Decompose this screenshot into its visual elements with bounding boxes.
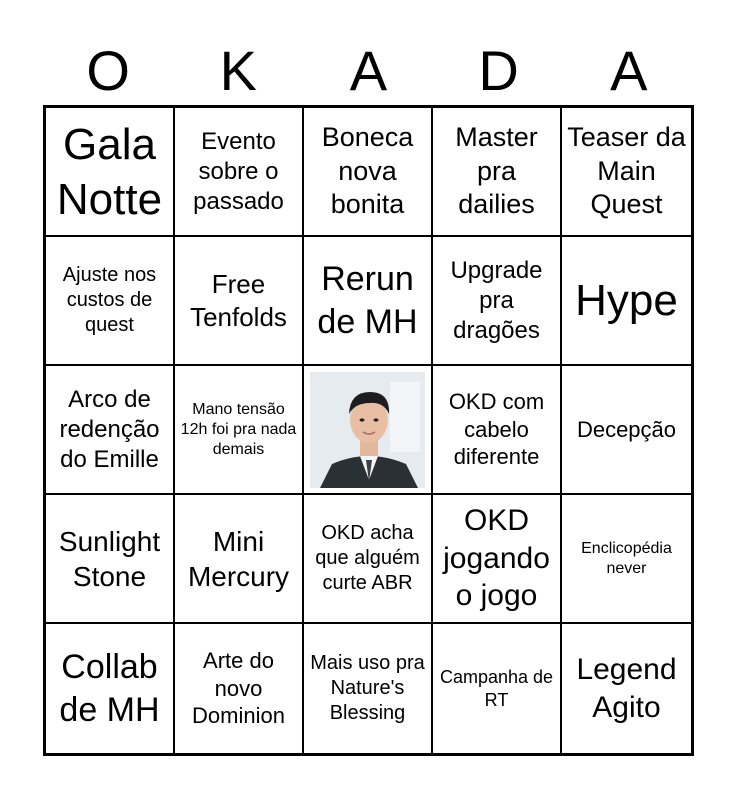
bingo-cell[interactable] (46, 495, 175, 624)
bingo-cell[interactable] (175, 108, 304, 237)
bingo-cell[interactable] (562, 108, 691, 237)
bingo-header (43, 38, 694, 104)
bingo-cell[interactable] (175, 237, 304, 366)
header-letter: A (610, 39, 648, 102)
cell-label: Hype (575, 276, 678, 325)
cell-label: Teaser da Main Quest (567, 121, 686, 220)
bingo-cell[interactable] (46, 108, 175, 237)
bingo-cell[interactable] (46, 624, 175, 753)
bingo-cell[interactable] (304, 495, 433, 624)
bingo-cell[interactable] (433, 624, 562, 753)
bingo-cell[interactable] (433, 495, 562, 624)
cell-label: Evento sobre o passado (193, 127, 284, 215)
bingo-cell[interactable] (304, 108, 433, 237)
cell-label: OKD jogando o jogo (443, 504, 550, 613)
cell-label: Mais uso pra Nature's Blessing (310, 652, 425, 724)
cell-label: Ajuste nos custos de quest (62, 264, 157, 336)
bingo-cell[interactable] (175, 624, 304, 753)
cell-label: Mano tensão 12h foi pra nada demais (180, 400, 297, 458)
bingo-cell[interactable] (46, 237, 175, 366)
cell-label: Upgrade pra dragões (450, 256, 543, 344)
cell-label: OKD com cabelo diferente (448, 389, 545, 470)
cell-label: Gala Notte (56, 119, 163, 224)
cell-label: Free Tenfolds (190, 269, 287, 332)
cell-label: Mini Mercury (187, 525, 290, 592)
center-photo (310, 372, 425, 488)
bingo-cell[interactable] (304, 237, 433, 366)
cell-label: Rerun de MH (317, 260, 418, 341)
cell-label: Decepção (576, 416, 677, 442)
bingo-cell[interactable] (433, 366, 562, 495)
bingo-cell[interactable] (562, 624, 691, 753)
cell-label: Enclicopédia never (581, 539, 672, 577)
bingo-cell[interactable] (562, 366, 691, 495)
header-letter: O (86, 39, 130, 102)
cell-label: Boneca nova bonita (321, 121, 414, 220)
cell-label: Collab de MH (59, 648, 160, 729)
cell-label: Arco de redenção do Emille (59, 385, 160, 473)
bingo-cell[interactable] (304, 624, 433, 753)
free-space-cell[interactable] (304, 366, 433, 495)
bingo-cell[interactable] (433, 108, 562, 237)
header-letter: D (478, 39, 519, 102)
bingo-cell[interactable] (433, 237, 562, 366)
bingo-cell[interactable] (175, 366, 304, 495)
cell-label: Legend Agito (576, 653, 677, 724)
cell-label: Master pra dailies (455, 121, 538, 220)
bingo-cell[interactable] (175, 495, 304, 624)
bingo-cell[interactable] (562, 237, 691, 366)
cell-label: Arte do novo Dominion (192, 648, 285, 729)
header-letter: K (219, 39, 257, 102)
cell-label: Sunlight Stone (58, 525, 161, 592)
cell-label: Campanha de RT (439, 667, 554, 710)
bingo-grid (43, 105, 694, 756)
bingo-cell[interactable] (562, 495, 691, 624)
header-letter: A (349, 39, 388, 102)
bingo-cell[interactable] (46, 366, 175, 495)
cell-label: OKD acha que alguém curte ABR (315, 522, 420, 594)
